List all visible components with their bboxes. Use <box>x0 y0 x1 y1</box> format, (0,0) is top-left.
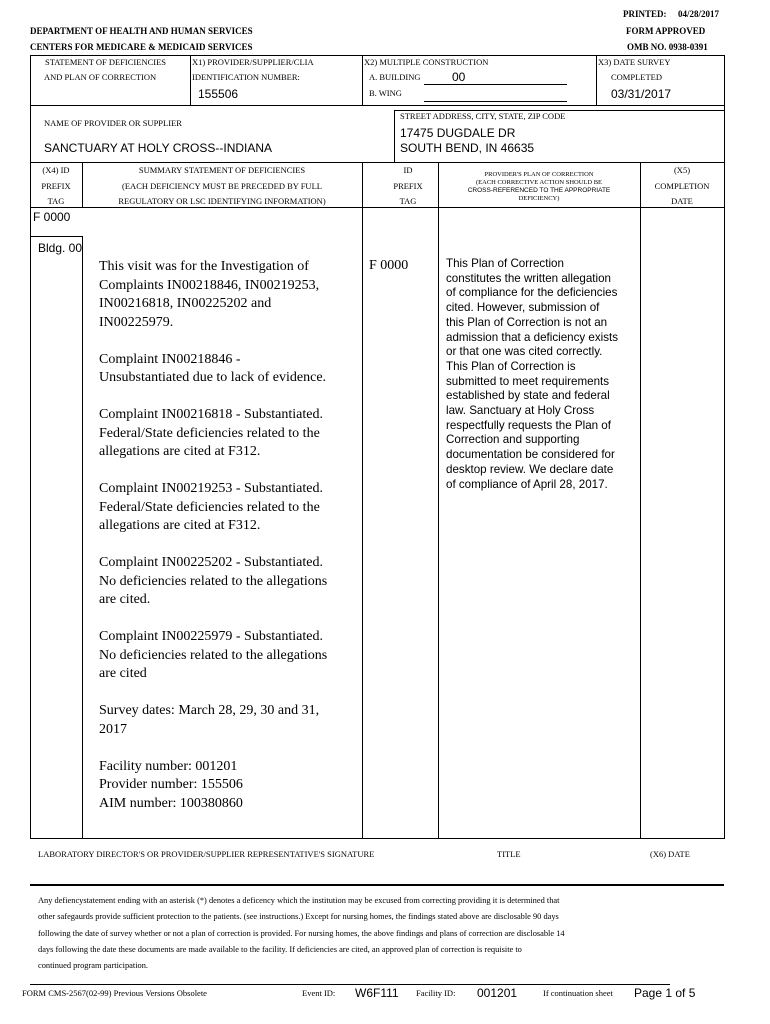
provider-name-label: NAME OF PROVIDER OR SUPPLIER <box>44 118 182 128</box>
summary-paragraph: Complaint IN00225979 - Substantiated. No deficiencies related to the allegations are cited <box>99 629 328 681</box>
poc-line: This Plan of Correction is <box>446 359 576 373</box>
facility-id-value: 001201 <box>477 986 518 1000</box>
poc-header-4: DEFICIENCY) <box>518 195 560 202</box>
x1-label: X1) PROVIDER/SUPPLIER/CLIA <box>192 57 314 67</box>
poc-line: admission that a deficiency exists <box>446 330 619 344</box>
printed-date: 04/28/2017 <box>678 9 720 19</box>
address-line-1: 17475 DUGDALE DR <box>400 126 516 140</box>
poc-line: or that one was cited correctly. <box>446 345 603 359</box>
signature-label: LABORATORY DIRECTOR'S OR PROVIDER/SUPPLIER REPRESENTATIVE'S SIGNATURE <box>38 849 375 859</box>
form-approved: FORM APPROVED <box>626 26 706 36</box>
poc-line: this Plan of Correction is not an <box>446 315 608 329</box>
tag-right: F 0000 <box>369 258 409 273</box>
provider-id: 155506 <box>198 87 239 101</box>
summary-paragraph: Complaint IN00219253 - Substantiated. Federal/State deficiencies related to the allegations are cited at F312. <box>99 481 323 533</box>
id-header-2: PREFIX <box>393 181 423 191</box>
x4-header-3: TAG <box>47 196 65 206</box>
poc-header-3: CROSS-REFERENCED TO THE APPROPRIATE <box>467 187 611 194</box>
x5-header-3: DATE <box>671 196 693 206</box>
form-number: FORM CMS-2567(02-99) Previous Versions Obsolete <box>22 988 207 998</box>
centers-title: CENTERS FOR MEDICARE & MEDICAID SERVICES <box>30 42 253 52</box>
x4-header-1: (X4) ID <box>42 165 70 175</box>
summary-paragraph: Complaint IN00216818 - Substantiated. Federal/State deficiencies related to the allegations are cited at F312. <box>99 407 323 459</box>
statement-label-1: STATEMENT OF DEFICIENCIES <box>45 57 167 67</box>
poc-header-1: PROVIDER'S PLAN OF CORRECTION <box>484 171 594 178</box>
summary-paragraph: Complaint IN00225202 - Substantiated. No deficiencies related to the allegations are cited. <box>99 555 328 607</box>
summary-paragraph: This visit was for the Investigation of Complaints IN00218846, IN00219253, IN00216818, IN00225202 and IN00225979. <box>99 259 320 330</box>
summary-statement <box>99 258 349 832</box>
page-number: Page 1 of 5 <box>634 986 696 1000</box>
poc-line: constitutes the written allegation <box>446 271 611 285</box>
building-tag: Bldg. 00 <box>38 241 83 255</box>
footnote-line: following the date of survey whether or not a plan of correction is provided. For nursing homes, the above findings and plans of correction are disclosable 14 <box>38 928 565 938</box>
x3-label-2: COMPLETED <box>611 72 662 82</box>
poc-line: law. Sanctuary at Holy Cross <box>446 404 595 418</box>
address-label: STREET ADDRESS, CITY, STATE, ZIP CODE <box>400 111 566 121</box>
summary-header-3: REGULATORY OR LSC IDENTIFYING INFORMATION) <box>118 196 326 206</box>
poc-line: documentation be considered for <box>446 448 615 462</box>
building-label: A. BUILDING <box>369 72 421 82</box>
title-label: TITLE <box>497 849 521 859</box>
footnote-line: days following the date these documents are made available to the facility. If deficiencies are cited, an approved plan of correction is requisite to <box>38 944 522 954</box>
wing-label: B. WING <box>369 88 402 98</box>
poc-line: established by state and federal <box>446 389 610 403</box>
continuation-label: If continuation sheet <box>543 988 613 998</box>
x5-header-1: (X5) <box>673 165 691 175</box>
id-header-1: ID <box>403 165 413 175</box>
tag-left: F 0000 <box>33 210 71 224</box>
printed-label: PRINTED: <box>623 9 667 19</box>
x4-header-2: PREFIX <box>41 181 71 191</box>
dept-title: DEPARTMENT OF HEALTH AND HUMAN SERVICES <box>30 26 253 36</box>
x5-header-2: COMPLETION <box>654 181 710 191</box>
footnote-line: other safegaurds provide sufficient protection to the patients. (see instructions.) Except for nursing homes, the findings stated above are disclosable 90 days <box>38 912 559 922</box>
survey-date: 03/31/2017 <box>611 87 672 101</box>
poc-line: desktop review. We declare date <box>446 462 614 476</box>
id-header-3: TAG <box>399 196 417 206</box>
x1-label-2: IDENTIFICATION NUMBER: <box>192 72 300 82</box>
x2-label: X2) MULTIPLE CONSTRUCTION <box>364 57 489 67</box>
footnote-line: continued program participation. <box>38 961 149 971</box>
omb-number: OMB NO. 0938-0391 <box>627 42 708 52</box>
event-id-value: W6F111 <box>355 986 399 1000</box>
summary-paragraph: Complaint IN00218846 - Unsubstantiated due to lack of evidence. <box>99 351 327 385</box>
poc-line: cited. However, submission of <box>446 301 600 315</box>
footnote-line: Any defiencystatement ending with an asterisk (*) denotes a deficency which the institution may be excused from correcting providing it is determined that <box>38 896 560 905</box>
summary-header-2: (EACH DEFICIENCY MUST BE PRECEDED BY FULL <box>122 181 322 191</box>
poc-line: respectfully requests the Plan of <box>446 418 611 432</box>
date-label: (X6) DATE <box>650 849 690 859</box>
poc-line: This Plan of Correction <box>446 257 564 270</box>
provider-name: SANCTUARY AT HOLY CROSS--INDIANA <box>44 141 273 155</box>
poc-line: of compliance of April 28, 2017. <box>446 477 608 491</box>
statement-label-2: AND PLAN OF CORRECTION <box>44 72 157 82</box>
facility-id-label: Facility ID: <box>416 988 456 998</box>
poc-header-2: (EACH CORRECTIVE ACTION SHOULD BE <box>475 179 603 186</box>
summary-header-1: SUMMARY STATEMENT OF DEFICIENCIES <box>138 165 306 175</box>
address-line-2: SOUTH BEND, IN 46635 <box>400 141 535 155</box>
disclosure-footnote <box>38 893 598 974</box>
x3-label: X3) DATE SURVEY <box>598 57 671 67</box>
event-id-label: Event ID: <box>302 988 336 998</box>
plan-of-correction <box>446 257 626 492</box>
poc-line: of compliance for the deficiencies <box>446 286 618 300</box>
building-value: 00 <box>452 70 466 84</box>
summary-paragraph: Facility number: 001201 Provider number: 155506 AIM number: 100380860 <box>99 758 243 811</box>
poc-line: submitted to meet requirements <box>446 374 610 388</box>
summary-paragraph: Survey dates: March 28, 29, 30 and 31, 2017 <box>99 703 320 737</box>
poc-line: Correction and supporting <box>446 433 580 447</box>
